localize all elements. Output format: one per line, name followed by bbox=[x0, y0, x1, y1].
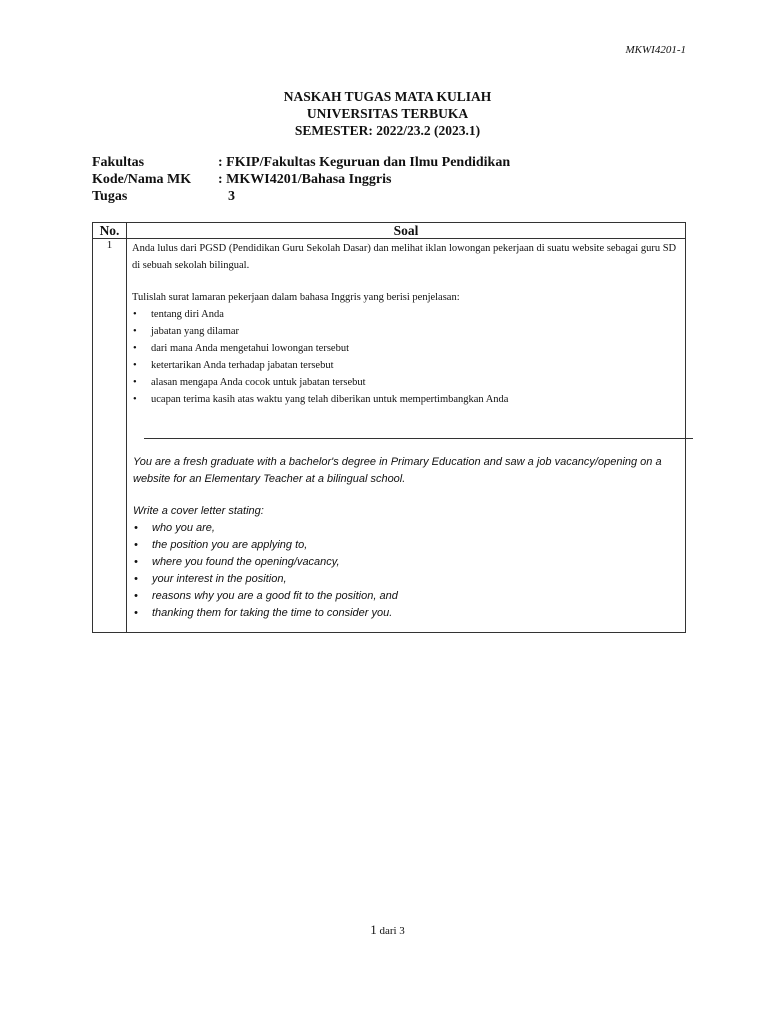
list-item: • where you found the opening/vacancy, bbox=[133, 554, 681, 571]
title-line-1: NASKAH TUGAS MATA KULIAH bbox=[283, 89, 492, 104]
english-instructions bbox=[133, 454, 681, 622]
list-item: • your interest in the position, bbox=[133, 571, 681, 588]
kode-value: : MKWI4201/Bahasa Inggris bbox=[218, 172, 392, 187]
title-line-2: UNIVERSITAS TERBUKA bbox=[306, 106, 469, 121]
meta-row-tugas bbox=[92, 188, 510, 205]
id-bullet-list bbox=[132, 306, 681, 408]
list-item: • alasan mengapa Anda cocok untuk jabatan tersebut bbox=[132, 374, 681, 391]
question-table bbox=[92, 222, 686, 633]
row-number: 1 bbox=[93, 239, 127, 633]
header-soal: Soal bbox=[127, 223, 686, 239]
id-paragraph-1: Anda lulus dari PGSD (Pendidikan Guru Sekolah Dasar) dan melihat iklan lowongan pekerjaan di suatu website sebagai guru SD di sebuah sekolah bilingual. bbox=[132, 243, 677, 271]
document-code: MKWI4201-1 bbox=[625, 44, 686, 56]
list-item: • ucapan terima kasih atas waktu yang telah diberikan untuk mempertimbangkan Anda bbox=[132, 391, 681, 408]
title-line-3: SEMESTER: 2022/23.2 (2023.1) bbox=[294, 123, 481, 138]
list-item: • the position you are applying to, bbox=[133, 537, 681, 554]
list-item: • dari mana Anda mengetahui lowongan tersebut bbox=[132, 340, 681, 357]
indonesian-instructions bbox=[127, 239, 685, 408]
en-bullet-list bbox=[133, 520, 681, 622]
course-meta bbox=[92, 154, 510, 205]
table-header-row bbox=[93, 223, 686, 239]
page-number: 1 bbox=[370, 922, 377, 937]
list-item: • thanking them for taking the time to consider you. bbox=[133, 605, 681, 622]
table-row bbox=[93, 239, 686, 633]
tugas-label: Tugas bbox=[92, 189, 128, 204]
meta-row-fakultas bbox=[92, 154, 510, 171]
list-item: • ketertarikan Anda terhadap jabatan tersebut bbox=[132, 357, 681, 374]
list-item: • reasons why you are a good fit to the position, and bbox=[133, 588, 681, 605]
en-paragraph-1: You are a fresh graduate with a bachelor's degree in Primary Education and saw a job vacancy/opening on a website for an Elementary Teacher at a bilingual school. bbox=[133, 456, 662, 485]
list-item: • who you are, bbox=[133, 520, 681, 537]
tugas-value: 3 bbox=[228, 189, 235, 204]
question-content bbox=[127, 239, 686, 633]
en-paragraph-2: Write a cover letter stating: bbox=[133, 505, 264, 517]
header-no: No. bbox=[93, 223, 127, 239]
document-title bbox=[0, 88, 768, 139]
id-paragraph-2: Tulislah surat lamaran pekerjaan dalam bahasa Inggris yang berisi penjelasan: bbox=[132, 292, 460, 303]
list-item: • jabatan yang dilamar bbox=[132, 323, 681, 340]
page-total: dari 3 bbox=[376, 925, 405, 937]
meta-row-kode bbox=[92, 171, 510, 188]
list-item: • tentang diri Anda bbox=[132, 306, 681, 323]
fakultas-value: : FKIP/Fakultas Keguruan dan Ilmu Pendidikan bbox=[218, 155, 511, 170]
page-footer bbox=[0, 922, 768, 938]
fakultas-label: Fakultas bbox=[92, 155, 145, 170]
section-divider bbox=[144, 438, 693, 439]
kode-label: Kode/Nama MK bbox=[92, 172, 192, 187]
